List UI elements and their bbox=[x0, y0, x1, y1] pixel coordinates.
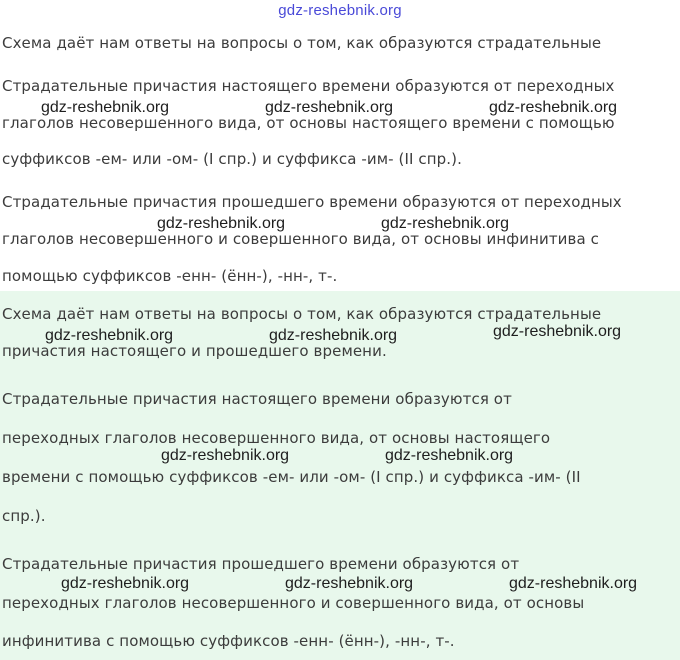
watermark: gdz-reshebnik.org bbox=[61, 575, 190, 592]
top-watermark: gdz-reshebnik.org bbox=[278, 2, 402, 19]
watermark: gdz-reshebnik.org bbox=[385, 447, 514, 464]
block2-paragraph1-line2: причастия настоящего и прошедшего времени. bbox=[2, 342, 387, 360]
block2-paragraph3-line2: переходных глаголов несовершенного и совершенного вида, от основы bbox=[2, 594, 585, 612]
block1-paragraph1: Схема даёт нам ответы на вопросы о том, как образуются страдательные bbox=[2, 34, 602, 52]
block2-paragraph2-line4: спр.). bbox=[2, 507, 46, 525]
watermark: gdz-reshebnik.org bbox=[265, 99, 394, 116]
watermark: gdz-reshebnik.org bbox=[161, 447, 290, 464]
watermark: gdz-reshebnik.org bbox=[157, 215, 286, 232]
watermark: gdz-reshebnik.org bbox=[493, 323, 622, 340]
block2-paragraph3-line3: инфинитива с помощью суффиксов -енн- (ённ-), -нн-, т-. bbox=[2, 632, 455, 650]
block1-paragraph3-line1: Страдательные причастия прошедшего времени образуются от переходных bbox=[2, 193, 622, 211]
watermark: gdz-reshebnik.org bbox=[489, 99, 618, 116]
block2-paragraph2-line2: переходных глаголов несовершенного вида, от основы настоящего bbox=[2, 429, 551, 447]
block1-paragraph3-line2: глаголов несовершенного и совершенного вида, от основы инфинитива с bbox=[2, 230, 599, 248]
block1-paragraph2-line3: суффиксов -ем- или -ом- (I спр.) и суффикса -им- (II спр.). bbox=[2, 150, 462, 168]
block2-paragraph1-line1: Схема даёт нам ответы на вопросы о том, как образуются страдательные bbox=[2, 305, 602, 323]
watermark: gdz-reshebnik.org bbox=[285, 575, 414, 592]
watermark: gdz-reshebnik.org bbox=[269, 327, 398, 344]
watermark: gdz-reshebnik.org bbox=[381, 215, 510, 232]
watermark: gdz-reshebnik.org bbox=[41, 99, 170, 116]
block1-paragraph2-line2: глаголов несовершенного вида, от основы настоящего времени с помощью bbox=[2, 114, 615, 132]
block2-paragraph3-line1: Страдательные причастия прошедшего времени образуются от bbox=[2, 555, 520, 573]
watermark: gdz-reshebnik.org bbox=[509, 575, 638, 592]
block1-paragraph3-line3: помощью суффиксов -енн- (ённ-), -нн-, т-. bbox=[2, 267, 338, 285]
block2-paragraph2-line3: времени с помощью суффиксов -ем- или -ом- (I спр.) и суффикса -им- (II bbox=[2, 468, 581, 486]
block1-paragraph2-line1: Страдательные причастия настоящего времени образуются от переходных bbox=[2, 77, 615, 95]
block2-paragraph2-line1: Страдательные причастия настоящего времени образуются от bbox=[2, 390, 512, 408]
watermark: gdz-reshebnik.org bbox=[45, 327, 174, 344]
